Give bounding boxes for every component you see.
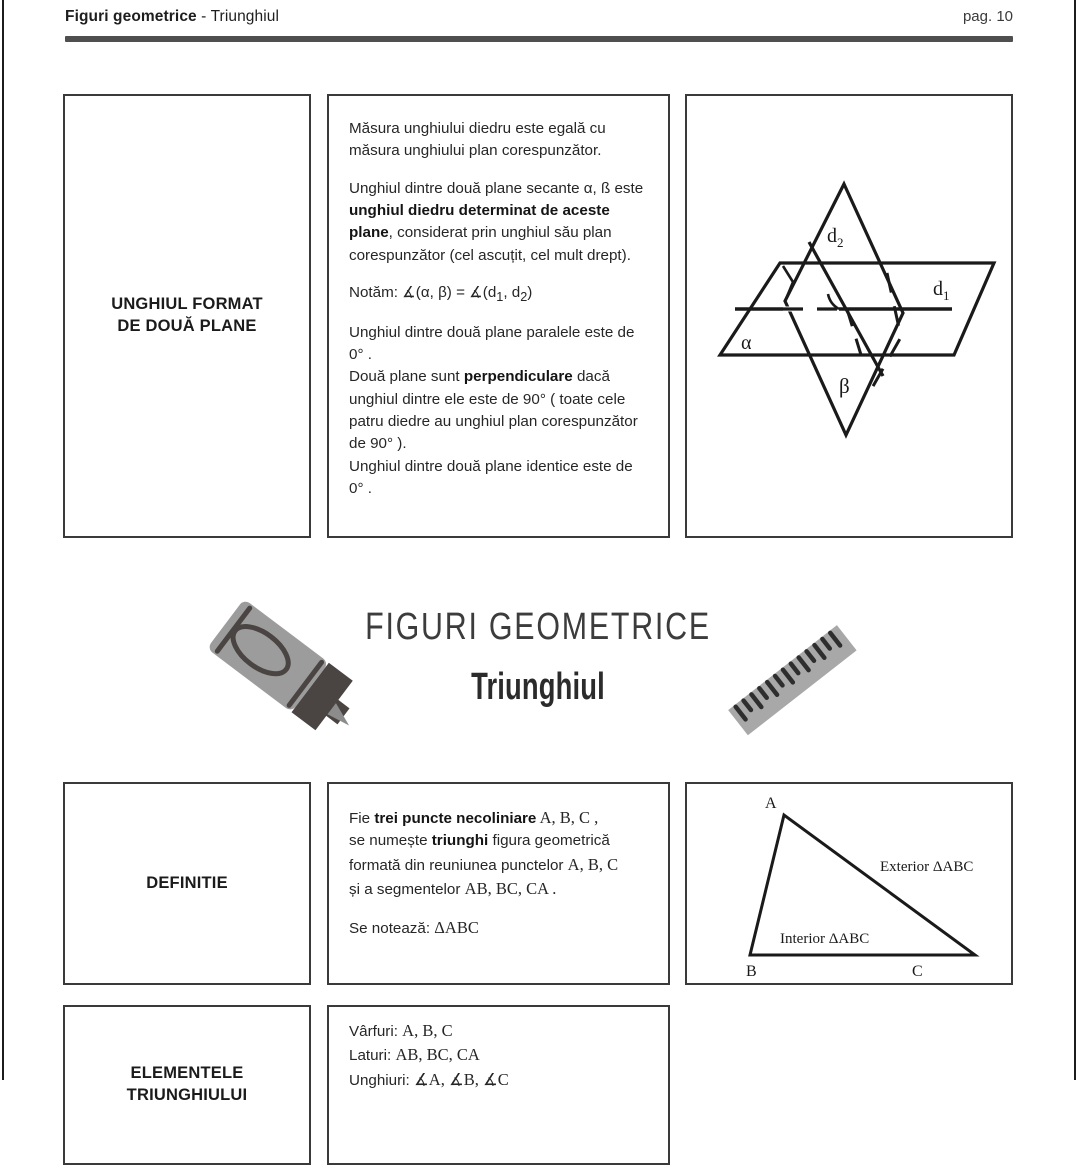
page-number-label: pag. 10 — [962, 8, 1013, 25]
definitie-bold-2: triunghi — [431, 832, 489, 850]
section-label-unghiul-format — [111, 294, 263, 338]
section-label-elemente — [127, 1063, 248, 1107]
unghiuri-label: Unghiuri: — [349, 1071, 414, 1089]
definitie-part-d: figura geometrică — [488, 832, 610, 850]
triangle-vertex-label-a: A — [765, 795, 777, 812]
header-title-rest: Triunghiul — [210, 8, 280, 25]
title-block — [63, 588, 1013, 763]
definitie-notation-label: Se notează: — [349, 920, 435, 938]
corner-notch — [783, 266, 793, 299]
notation-part-c: ) — [527, 284, 533, 302]
paragraph-2-part-c: , considerat prin unghiul său plan corespunzător (cel ascuțit, cel mult drept). — [349, 224, 631, 264]
paragraph-2-bold: unghiul diedru determinat de aceste plane — [349, 202, 610, 242]
notation-sub-2: 2 — [520, 290, 528, 305]
definitie-segments: AB, BC, CA . — [464, 879, 557, 899]
section-body-elemente — [349, 1019, 648, 1092]
header-divider — [65, 36, 1013, 42]
ruler-icon — [718, 616, 868, 746]
section-label-line2: DE DOUĂ PLANE — [117, 317, 257, 335]
section-text-card-elemente — [327, 1005, 670, 1165]
two-planes-diagram — [687, 96, 1011, 536]
label-d2: $d_2$ — [827, 225, 844, 250]
elemente-line-laturi — [349, 1043, 648, 1067]
definitie-points-1: A, B, C , — [536, 808, 599, 827]
label-plane-beta: β — [839, 374, 850, 398]
paragraph-1: Măsura unghiului diedru este egală cu măsura unghiului plan corespunzător. — [349, 120, 606, 160]
diagram-card-two-planes — [685, 94, 1013, 538]
page-right-rule — [1074, 0, 1076, 1080]
laturi-value: AB, BC, CA — [395, 1045, 480, 1065]
definitie-paragraph-2 — [349, 916, 648, 940]
paragraph-4-part-c: dacă unghiul dintre ele este de 90° ( toate cele patru diedre au unghiul plan corespunzător de 90° ). — [349, 368, 638, 453]
section-text-card-unghiul-format — [327, 94, 670, 538]
triangle-exterior-label: Exterior ΔABC — [880, 859, 974, 875]
paragraph-2 — [349, 178, 648, 267]
label-d1: $d_1$ — [933, 278, 950, 303]
header-title — [65, 8, 279, 26]
elemente-line-varfuri — [349, 1019, 648, 1043]
definitie-part-c: se numește — [349, 832, 432, 850]
paragraph-4-part-d: Unghiul dintre două plane identice este de 0° . — [349, 457, 633, 498]
varfuri-label: Vârfuri: — [349, 1023, 403, 1040]
triangle-diagram — [687, 784, 1011, 983]
laturi-label: Laturi: — [349, 1047, 396, 1065]
section-label-card-unghiul-format — [63, 94, 311, 538]
ruler-svg — [718, 616, 868, 746]
label-d2-subscript: 2 — [837, 235, 844, 250]
triangle-vertex-label-b: B — [746, 963, 757, 980]
definitie-points-2: A, B, C — [567, 854, 619, 874]
definitie-bold-1: trei puncte necoliniare — [374, 810, 537, 827]
definitie-part-g: și a segmentelor — [349, 881, 465, 899]
section-label-line1: UNGHIUL FORMAT — [111, 295, 263, 314]
definitie-notation-value: ΔABC — [434, 918, 479, 938]
diagram-card-triangle — [685, 782, 1013, 985]
section-body-definitie — [349, 806, 648, 941]
notation-sub-1: 1 — [496, 290, 504, 305]
notation-part-a: Notăm: ∡(α, β) = ∡(d — [349, 284, 497, 302]
triangle-svg — [687, 784, 1011, 983]
section-text-card-definitie — [327, 782, 670, 985]
section-body-unghiul-format — [349, 118, 648, 500]
definitie-part-a: Fie — [349, 810, 375, 827]
header-title-bold: Figuri geometrice — [65, 8, 197, 25]
paragraph-3-notation — [349, 282, 648, 307]
definitie-paragraph-1 — [349, 806, 648, 901]
section-label-definitie — [146, 873, 228, 895]
label-d1-subscript: 1 — [943, 288, 950, 303]
section-label-elemente-line2: TRIUNGHIULUI — [126, 1086, 248, 1104]
section-label-card-definitie — [63, 782, 311, 985]
page-title-sub: Triunghiul — [471, 666, 605, 708]
label-plane-alpha: α — [741, 332, 752, 354]
paragraph-2-part-a: Unghiul dintre două plane secante α, ß este — [349, 179, 644, 197]
triangle-interior-label: Interior ΔABC — [780, 931, 870, 947]
header-title-separator: - — [196, 8, 211, 25]
page-header — [63, 4, 1013, 44]
paragraph-4-part-b: Două plane sunt — [349, 368, 464, 386]
section-label-card-elemente — [63, 1005, 311, 1165]
page-left-rule — [2, 0, 4, 1080]
unghiuri-value: ∡A, ∡B, ∡C — [414, 1069, 509, 1089]
paragraph-4 — [349, 322, 648, 501]
section-label-definitie-line1: DEFINITIE — [146, 873, 228, 892]
section-label-elemente-line1: ELEMENTELE — [130, 1064, 244, 1083]
definitie-part-e: formată din reuniunea punctelor — [349, 856, 568, 874]
notation-part-b: , d — [503, 284, 521, 302]
triangle-vertex-label-c: C — [912, 963, 923, 980]
two-planes-svg — [687, 96, 1011, 536]
varfuri-value: A, B, C — [402, 1021, 453, 1040]
page-title-main: FIGURI GEOMETRICE — [365, 606, 711, 648]
paragraph-4-bold: perpendiculare — [463, 368, 573, 386]
paragraph-4-part-a: Unghiul dintre două plane paralele este de 0° . — [349, 323, 635, 364]
